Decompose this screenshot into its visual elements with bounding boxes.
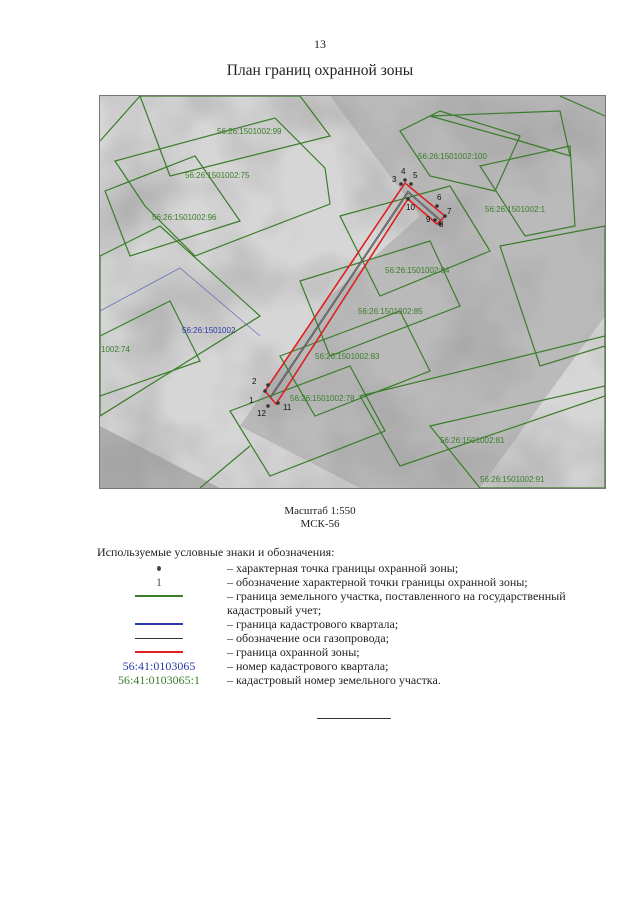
point-label-2: 2: [252, 377, 257, 386]
zone-point: [409, 182, 413, 186]
parcel-number-label: 56:26:1501002:96: [152, 213, 217, 222]
map-canvas: [100, 96, 605, 488]
map-scale-block: [0, 505, 640, 531]
legend-row-pipeline-axis: [95, 631, 615, 645]
legend-symbol: [95, 617, 223, 631]
legend-symbol: [95, 645, 223, 659]
parcel-number-label: 56:26:1501002:84: [385, 266, 450, 275]
point-label-12: 12: [257, 409, 266, 418]
quarter-number-label: 56:26:1501002: [182, 326, 236, 335]
legend-description: – граница кадастрового квартала;: [227, 617, 399, 631]
cadastral-map[interactable]: [99, 95, 606, 489]
legend-symbol: [95, 673, 223, 687]
legend-row-quarter-number: [95, 659, 615, 673]
point-number-sample: 1: [156, 575, 162, 589]
zone-point: [399, 182, 403, 186]
page-title: План границ охранной зоны: [226, 62, 414, 79]
legend-description: – характерная точка границы охранной зоны;: [227, 561, 459, 575]
crs-text: МСК-56: [300, 518, 340, 530]
legend-row-point-number: [95, 575, 615, 589]
point-label-9: 9: [426, 215, 431, 224]
point-label-6: 6: [437, 193, 442, 202]
point-label-11: 11: [283, 403, 292, 412]
legend-symbol: [95, 631, 223, 645]
legend-row-point: [95, 561, 615, 575]
point-label-1: 1: [249, 396, 254, 405]
point-label-8: 8: [439, 220, 444, 229]
legend-description: – кадастровый номер земельного участка.: [227, 673, 441, 687]
legend-row-quarter-boundary: [95, 617, 615, 631]
black-line-icon: [135, 638, 183, 639]
legend-title: Используемые условные знаки и обозначения:: [97, 545, 335, 559]
legend-description: – номер кадастрового квартала;: [227, 659, 389, 673]
legend-row-parcel-number: [95, 673, 615, 687]
parcel-number-label: 56:26:1501002:99: [217, 127, 282, 136]
parcel-number-label: 56:26:1501002:100: [418, 152, 487, 161]
legend-description: – обозначение оси газопровода;: [227, 631, 390, 645]
zone-point: [276, 401, 280, 405]
legend-row-zone-boundary: [95, 645, 615, 659]
point-label-4: 4: [401, 167, 406, 176]
legend-row-parcel-boundary: [95, 589, 615, 617]
legend-description: – граница охранной зоны;: [227, 645, 360, 659]
point-label-3: 3: [392, 175, 397, 184]
legend-description: – обозначение характерной точки границы охранной зоны;: [227, 575, 528, 589]
legend: [95, 561, 615, 687]
point-label-10: 10: [406, 203, 415, 212]
quarter-number-sample: 56:41:0103065: [122, 659, 196, 673]
parcel-number-label: 56:26:1501002:81: [440, 436, 505, 445]
legend-symbol: [95, 659, 223, 673]
parcel-number-label: 56:26:1501002:91: [480, 475, 545, 484]
zone-point: [433, 218, 437, 222]
red-line-icon: [135, 651, 183, 653]
parcel-number-label: 56:26:1501002:85: [358, 307, 423, 316]
zone-point: [435, 204, 439, 208]
scale-text: Масштаб 1:550: [284, 505, 356, 517]
legend-symbol: [95, 561, 223, 575]
page-number: 13: [314, 37, 326, 51]
point-dot-icon: [157, 566, 161, 571]
zone-point: [266, 383, 270, 387]
legend-description: – граница земельного участка, поставленного на государственный кадастровый учет;: [227, 589, 566, 617]
zone-point: [266, 404, 270, 408]
zone-point: [406, 197, 410, 201]
legend-symbol: [95, 575, 223, 589]
footer-divider: [317, 718, 391, 719]
point-label-7: 7: [447, 207, 452, 216]
parcel-number-label: 56:26:1501002:83: [315, 352, 380, 361]
parcel-number-label: 56:26:1501002:78: [290, 394, 355, 403]
point-label-5: 5: [413, 171, 418, 180]
zone-point: [403, 178, 407, 182]
legend-symbol: [95, 589, 223, 603]
parcel-number-sample: 56:41:0103065:1: [117, 673, 200, 687]
parcel-number-label: 56:26:1501002:1: [485, 205, 546, 214]
blue-line-icon: [135, 623, 183, 625]
green-line-icon: [135, 595, 183, 597]
parcel-number-label: 56:26:1501002:75: [185, 171, 250, 180]
zone-point: [263, 389, 267, 393]
parcel-number-label: 1002:74: [101, 345, 130, 354]
